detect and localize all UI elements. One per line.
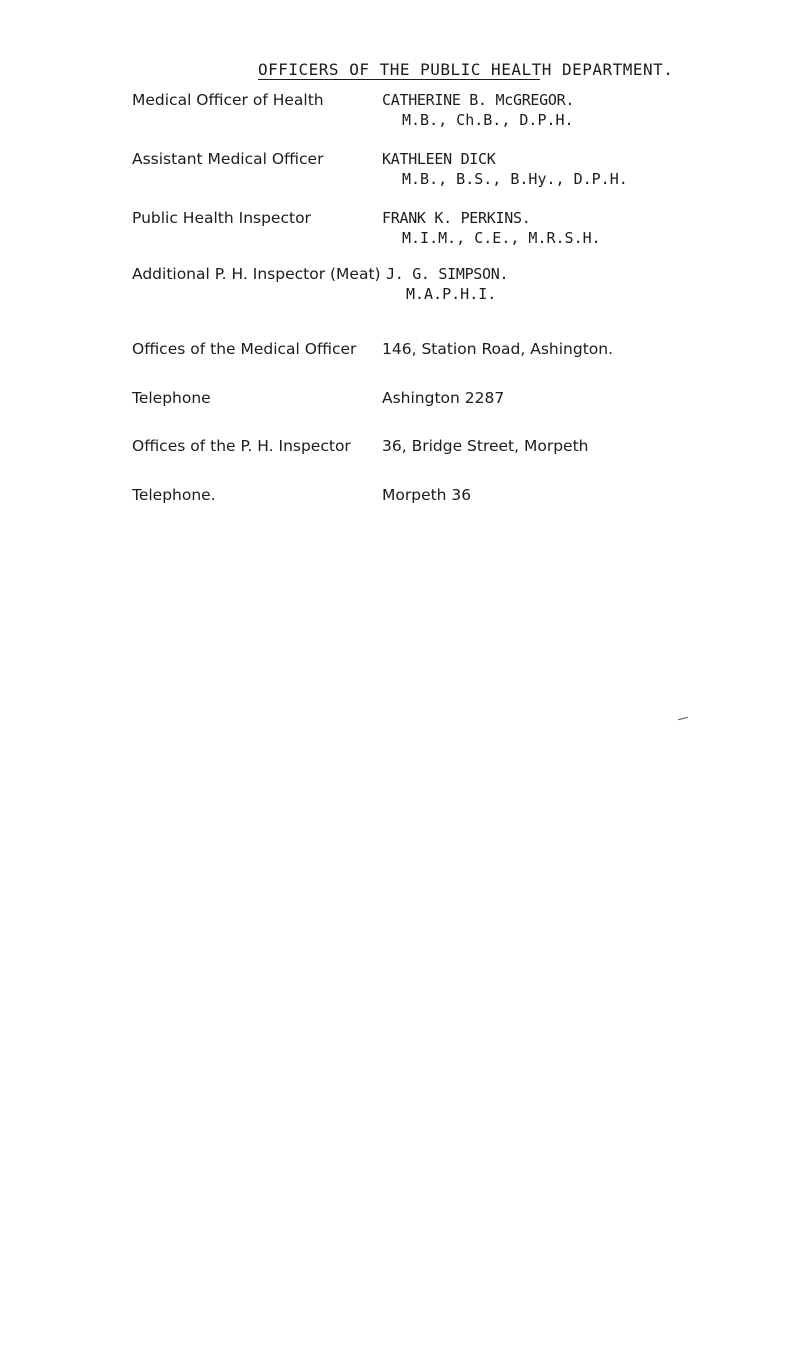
officer-details: [382, 90, 574, 130]
officer-role: Assistant Medical Officer: [132, 150, 324, 168]
contact-label: Offices of the P. H. Inspector: [132, 437, 351, 455]
contact-label: Telephone.: [132, 486, 216, 504]
contact-telephone: Morpeth 36: [382, 486, 472, 504]
contact-address: 146, Station Road, Ashington.: [382, 340, 614, 358]
officer-name: CATHERINE B. McGREGOR.: [382, 91, 575, 109]
officer-details: [386, 264, 508, 304]
officer-name: KATHLEEN DICK: [382, 150, 496, 168]
contact-label: Telephone: [132, 389, 211, 407]
officer-qualifications: M.A.P.H.I.: [406, 285, 497, 303]
officer-role: Medical Officer of Health: [132, 91, 324, 109]
officer-name: FRANK K. PERKINS.: [382, 209, 531, 227]
contact-label: Offices of the Medical Officer: [132, 340, 357, 358]
contact-address: 36, Bridge Street, Morpeth: [382, 437, 589, 455]
officer-qualifications: M.B., B.S., B.Hy., D.P.H.: [402, 170, 628, 188]
contact-telephone: Ashington 2287: [382, 389, 505, 407]
officer-role: Additional P. H. Inspector (Meat): [132, 265, 381, 283]
page-title: OFFICERS OF THE PUBLIC HEALTH DEPARTMENT.: [258, 60, 674, 79]
officer-qualifications: M.I.M., C.E., M.R.S.H.: [402, 229, 601, 247]
title-underline: [258, 79, 540, 80]
officer-qualifications: M.B., Ch.B., D.P.H.: [402, 111, 574, 129]
officer-role: Public Health Inspector: [132, 209, 311, 227]
stray-pen-mark: [678, 717, 688, 721]
officer-name: J. G. SIMPSON.: [386, 265, 509, 283]
officer-details: [382, 208, 601, 248]
officer-details: [382, 149, 628, 189]
